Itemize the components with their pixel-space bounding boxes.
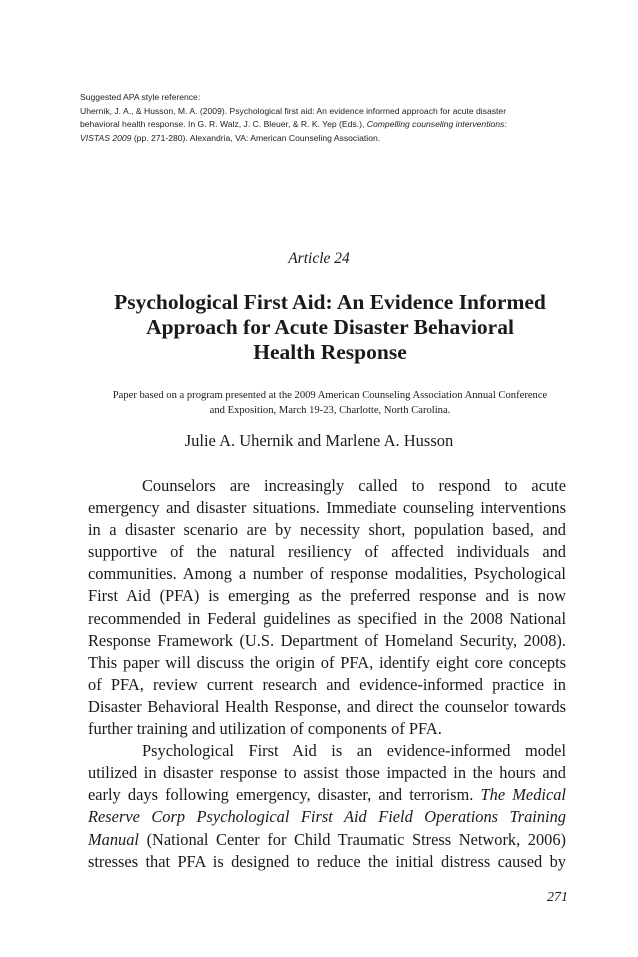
paragraph-1-line: This paper will discuss the origin of PFA, identify eight core concepts [88,652,566,672]
paragraph-2-line [88,784,566,806]
article-title [80,290,580,365]
paragraph-1-line: Disaster Behavioral Health Response, and direct the counselor towards [88,696,566,716]
manual-title-part-3: Manual [88,829,139,849]
manual-title-part-1: The Medical [480,785,566,805]
paragraph-1-line: Counselors are increasingly called to respond to acute [142,476,566,495]
apa-reference-line-3-text: (pp. 271-280). Alexandria, VA: American Counseling Association. [131,132,381,143]
author-names: Julie A. Uhernik and Marlene A. Husson [184,431,454,450]
apa-reference-line-2 [80,118,560,132]
paragraph-1-line: of PFA, review current research and evidence-informed practice in [88,674,566,694]
paragraph-2-line-3-text: early days following emergency, disaster, and terrorism. [88,785,481,805]
apa-reference-line-3 [80,132,560,146]
apa-reference-book-title: Compelling counseling interventions: [366,119,507,130]
apa-reference-book-title-cont: VISTAS 2009 [80,132,132,143]
paragraph-1-line: supportive of the natural resiliency of affected individuals and [88,542,566,562]
paragraph-2 [88,740,566,873]
paragraph-1-line: emergency and disaster situations. Immediate counseling interventions [88,498,566,518]
paragraph-1-line: First Aid (PFA) is emerging as the preferred response and is now [88,586,566,606]
paragraph-2-line [88,806,566,828]
manual-title-part-2: Reserve Corp Psychological First Aid Field Operations Training [88,807,566,827]
apa-reference-line-1: Uhernik, J. A., & Husson, M. A. (2009). Psychological first aid: An evidence informed approach for acute disaster [80,105,507,116]
paragraph-1-line: further training and utilization of components of PFA. [88,719,442,739]
apa-reference-block [80,91,560,145]
apa-reference-heading: Suggested APA style reference: [80,92,201,102]
article-title-line-1: Psychological First Aid: An Evidence Informed [114,290,546,314]
presentation-note [80,389,580,418]
article-body [88,475,566,873]
article-title-line-3: Health Response [253,340,407,364]
presentation-note-line-2: and Exposition, March 19-23, Charlotte, North Carolina. [209,404,451,416]
paragraph-2-line: stresses that PFA is designed to reduce the initial distress caused by [88,851,566,871]
page-number: 271 [547,890,568,905]
paragraph-1-line: communities. Among a number of response modalities, Psychological [88,564,566,584]
paragraph-1-line: recommended in Federal guidelines as specified in the 2008 National [88,608,566,628]
paragraph-2-line-5-text: (National Center for Child Traumatic Stress Network, 2006) [139,829,566,849]
presentation-note-line-1: Paper based on a program presented at the 2009 American Counseling Association Annual Conference [112,390,548,401]
article-title-line-2: Approach for Acute Disaster Behavioral [146,315,514,339]
paragraph-2-line [88,829,566,851]
paragraph-1-line: in a disaster scenario are by necessity short, population based, and [88,520,566,540]
paragraph-1-line: Response Framework (U.S. Department of Homeland Security, 2008). [88,630,566,650]
apa-reference-line-2-text: behavioral health response. In G. R. Walz, J. C. Bleuer, & R. K. Yep (Eds.), [80,119,367,130]
article-label: Article 24 [288,250,350,267]
paragraph-2-line: utilized in disaster response to assist those impacted in the hours and [88,763,566,783]
paragraph-2-line: Psychological First Aid is an evidence-informed model [142,741,566,761]
paragraph-1 [88,475,566,740]
